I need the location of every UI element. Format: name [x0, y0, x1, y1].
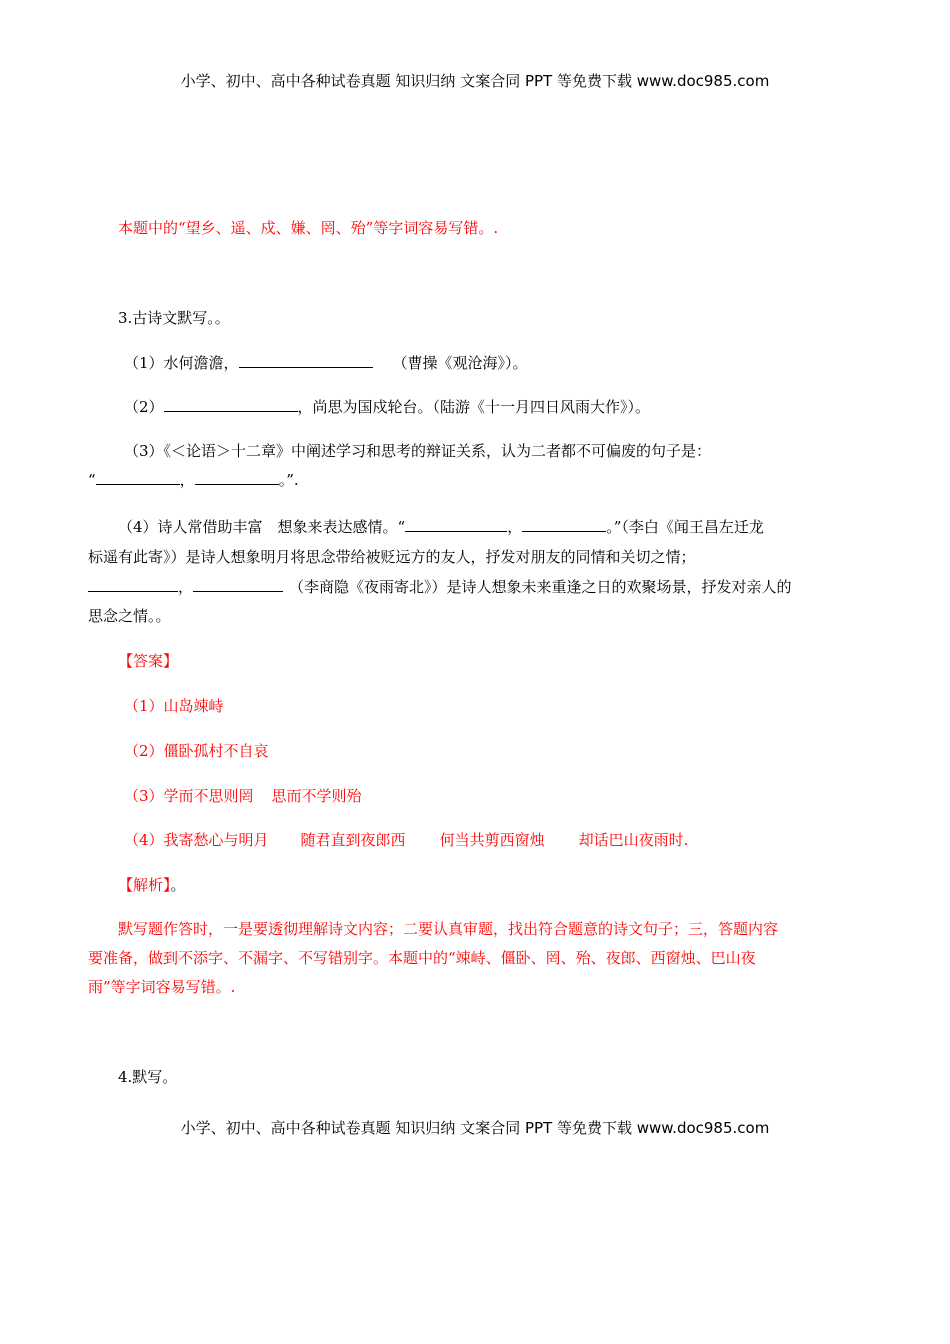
q3-item-4-text-a: （4）诗人常借助丰富 [118, 518, 263, 536]
q3-item-4-line-4: 思念之情。。 [88, 607, 171, 625]
question-3-title: 3.古诗文默写。。 [118, 309, 230, 327]
q3-item-4-text-c: 。”（李白《闻王昌左迁龙 [606, 518, 764, 536]
q3-item-2 [124, 397, 650, 417]
q3-item-4-blank-1 [405, 517, 507, 532]
q3-item-3-line-2 [88, 470, 299, 490]
answer-4-part-1: （4）我寄愁心与明月 [124, 831, 269, 849]
q3-item-1-source: （曹操《观沧海》）。 [392, 354, 528, 372]
q3-item-4-blank-4 [193, 577, 283, 592]
q3-item-2-blank [164, 397, 298, 412]
q3-item-4-text-d: （李商隐《夜雨寄北》）是诗人想象未来重逢之日的欢聚场景，抒发对亲人的 [289, 578, 792, 596]
page-footer: 小学、初中、高中各种试卷真题 知识归纳 文案合同 PPT 等免费下载 www.doc985.com [180, 1119, 770, 1137]
answer-3 [124, 786, 362, 806]
analysis-label-suffix: 。 [170, 876, 186, 894]
open-quote: “ [88, 471, 96, 489]
answer-2: （2）僵卧孤村不自哀 [124, 742, 269, 760]
q3-item-2-text: ，尚思为国戍轮台。（陆游《十一月四日风雨大作》）。 [297, 398, 651, 416]
q3-item-3-blank-1 [96, 470, 180, 485]
q3-item-1-blank [239, 353, 373, 368]
question-4-title: 4.默写。 [118, 1068, 178, 1086]
analysis-line-2: 要准备，做到不添字、不漏字、不写错别字。本题中的“竦峙、僵卧、罔、殆、夜郎、西窗烛、巴山夜 [88, 949, 756, 967]
analysis-heading [118, 875, 186, 895]
page-header: 小学、初中、高中各种试卷真题 知识归纳 文案合同 PPT 等免费下载 www.doc985.com [180, 72, 770, 90]
q3-item-4-blank-3 [88, 577, 178, 592]
answer-4-part-3: 何当共剪西窗烛 [439, 831, 545, 849]
q3-item-4-line-2: 标遥有此寄》）是诗人想象明月将思念带给被贬远方的友人，抒发对朋友的同情和关切之情； [88, 548, 696, 566]
comma: ， [507, 518, 523, 536]
comma: ， [178, 578, 194, 596]
q3-item-3-line-1: （3）《＜论语＞十二章》中阐述学习和思考的辩证关系，认为二者都不可偏废的句子是： [124, 442, 712, 460]
comma: ， [179, 471, 195, 489]
answer-3-part-2: 思而不学则殆 [271, 787, 362, 805]
answer-4 [124, 830, 688, 850]
close-quote: 。”. [278, 471, 299, 489]
answer-label: 【答案】 [118, 652, 179, 670]
answer-3-part-1: （3）学而不思则罔 [124, 787, 254, 805]
q3-item-2-number: （2） [124, 398, 164, 416]
analysis-line-1: 默写题作答时，一是要透彻理解诗文内容；二要认真审题，找出符合题意的诗文句子；三，答题内容 [118, 920, 779, 938]
q3-item-1-prompt: （1）水何澹澹， [124, 354, 239, 372]
answer-4-part-4: 却话巴山夜雨时. [578, 831, 689, 849]
q3-item-4-line-1 [118, 517, 764, 537]
q3-item-3-blank-2 [195, 470, 279, 485]
q3-item-4-text-b: 想象来表达感情。“ [277, 518, 406, 536]
answer-1: （1）山岛竦峙 [124, 697, 224, 715]
q3-item-1 [124, 353, 528, 373]
q3-item-4-blank-2 [522, 517, 606, 532]
answer-4-part-2: 随君直到夜郎西 [300, 831, 406, 849]
analysis-line-3: 雨”等字词容易写错。. [88, 978, 236, 996]
previous-question-note: 本题中的“望乡、遥、戍、嫌、罔、殆”等字词容易写错。. [118, 219, 499, 237]
analysis-label: 【解析】 [118, 876, 171, 894]
q3-item-4-line-3 [88, 577, 792, 597]
